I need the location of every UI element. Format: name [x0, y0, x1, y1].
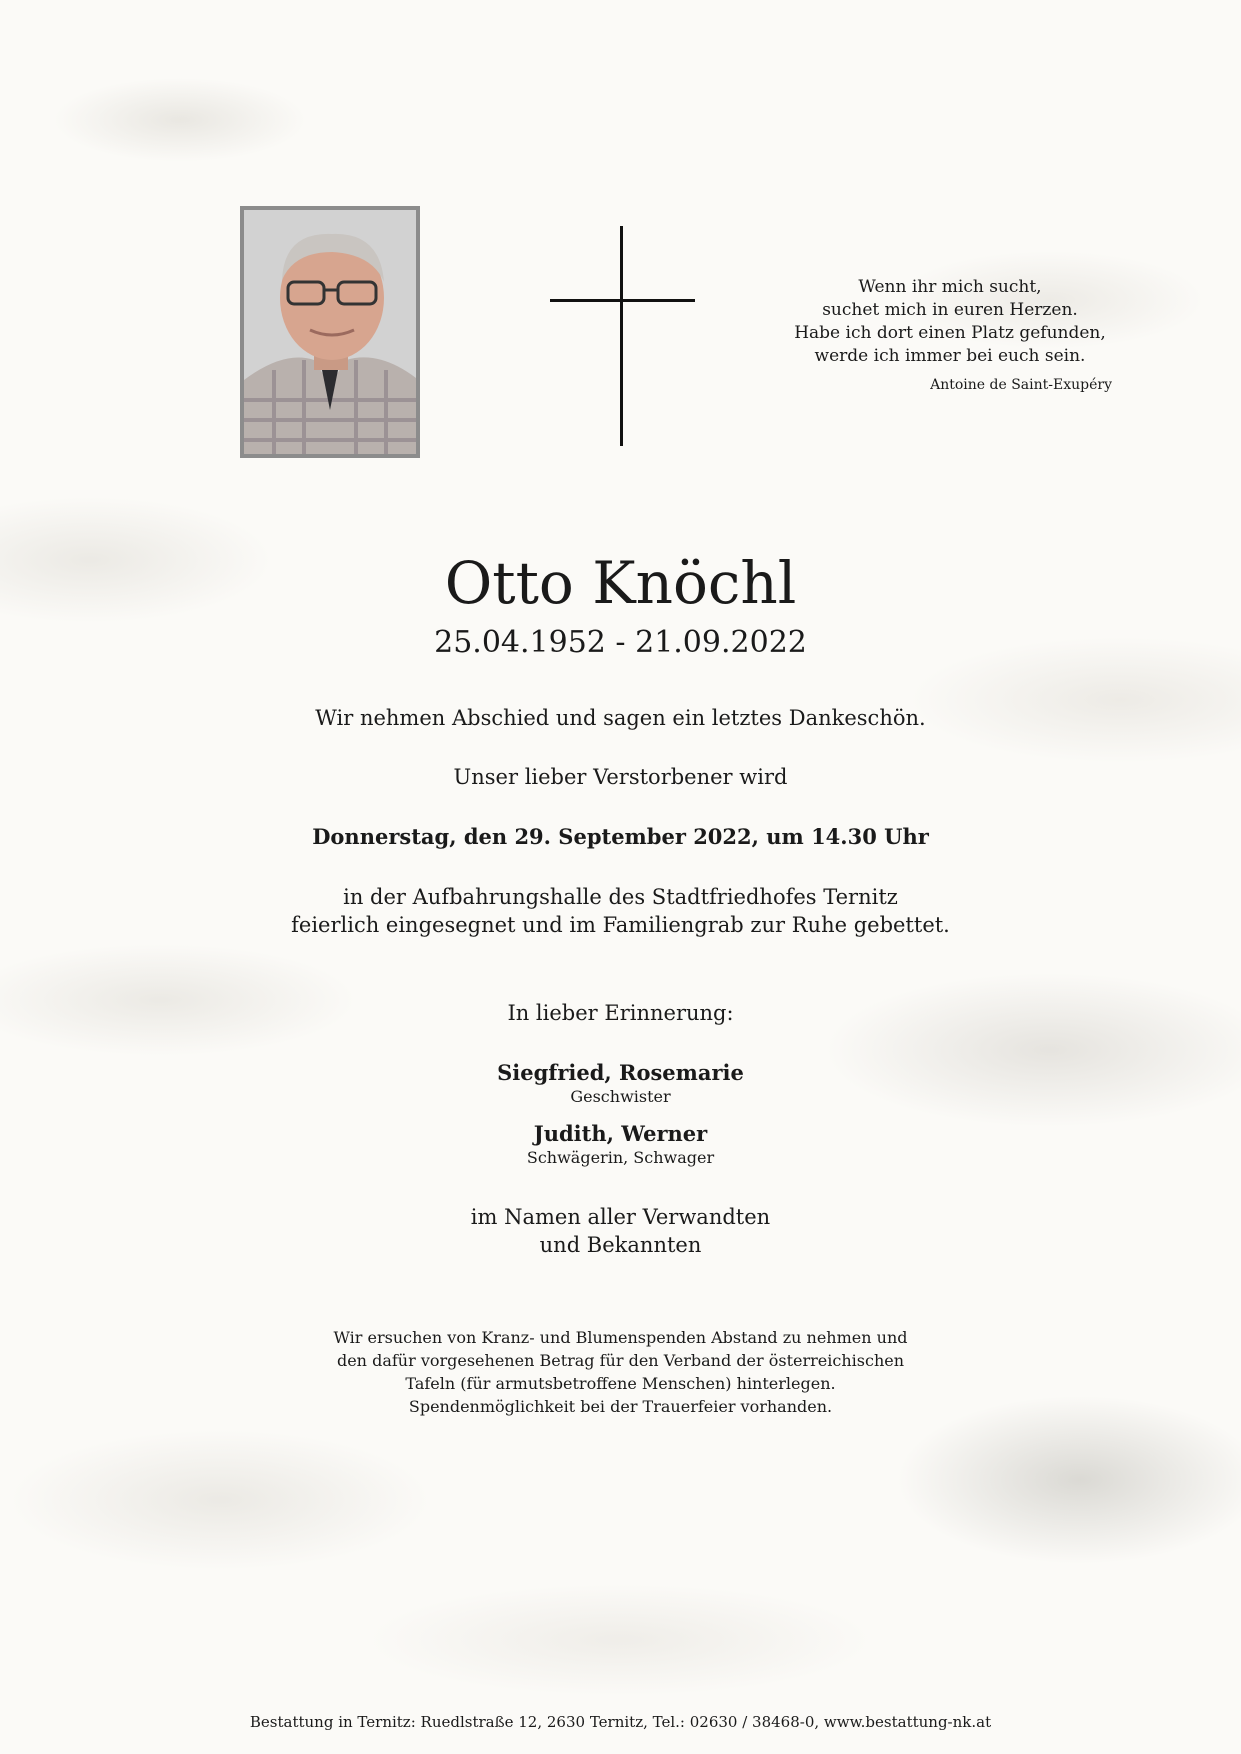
life-dates: 25.04.1952 - 21.09.2022 — [434, 625, 807, 660]
donation-note-line: Tafeln (für armutsbetroffene Menschen) hinterlegen. — [405, 1374, 836, 1393]
cross-icon-bar — [550, 299, 695, 302]
family-relation: Schwägerin, Schwager — [526, 1148, 715, 1167]
quote-author: Antoine de Saint-Exupéry — [930, 377, 1112, 393]
funeral-home-footer: Bestattung in Ternitz: Ruedlstraße 12, 2630 Ternitz, Tel.: 02630 / 38468-0, www.bestattung-nk.at — [249, 1713, 992, 1731]
family-names: Siegfried, Rosemarie — [497, 1060, 744, 1085]
cross-icon — [620, 226, 623, 446]
family-names: Judith, Werner — [533, 1121, 708, 1146]
ceremony-date: Donnerstag, den 29. September 2022, um 14.30 Uhr — [312, 824, 929, 849]
portrait-photo — [240, 206, 420, 458]
quote-line: werde ich immer bei euch sein. — [814, 346, 1086, 366]
donation-note-line: den dafür vorgesehenen Betrag für den Verband der österreichischen — [336, 1351, 905, 1370]
donation-note-line: Spendenmöglichkeit bei der Trauerfeier vorhanden. — [408, 1397, 833, 1416]
quote-line: Wenn ihr mich sucht, — [858, 277, 1042, 297]
intro-text: Unser lieber Verstorbener wird — [453, 765, 788, 789]
location-line-1: in der Aufbahrungshalle des Stadtfriedhofes Ternitz — [343, 885, 898, 909]
memory-heading: In lieber Erinnerung: — [507, 1001, 734, 1025]
closing-line-1: im Namen aller Verwandten — [470, 1205, 771, 1229]
location-line-2: feierlich eingesegnet und im Familiengrab zur Ruhe gebettet. — [291, 913, 950, 937]
deceased-name: Otto Knöchl — [444, 549, 797, 617]
family-relation: Geschwister — [570, 1087, 671, 1106]
quote — [760, 276, 1140, 368]
closing-line-2: und Bekannten — [539, 1233, 702, 1257]
portrait-illustration — [244, 210, 416, 454]
donation-note — [0, 1326, 1241, 1418]
quote-line: Habe ich dort einen Platz gefunden, — [794, 323, 1106, 343]
farewell-text: Wir nehmen Abschied und sagen ein letztes Dankeschön. — [315, 706, 926, 730]
donation-note-line: Wir ersuchen von Kranz- und Blumenspenden Abstand zu nehmen und — [333, 1328, 908, 1347]
quote-line: suchet mich in euren Herzen. — [822, 300, 1078, 320]
